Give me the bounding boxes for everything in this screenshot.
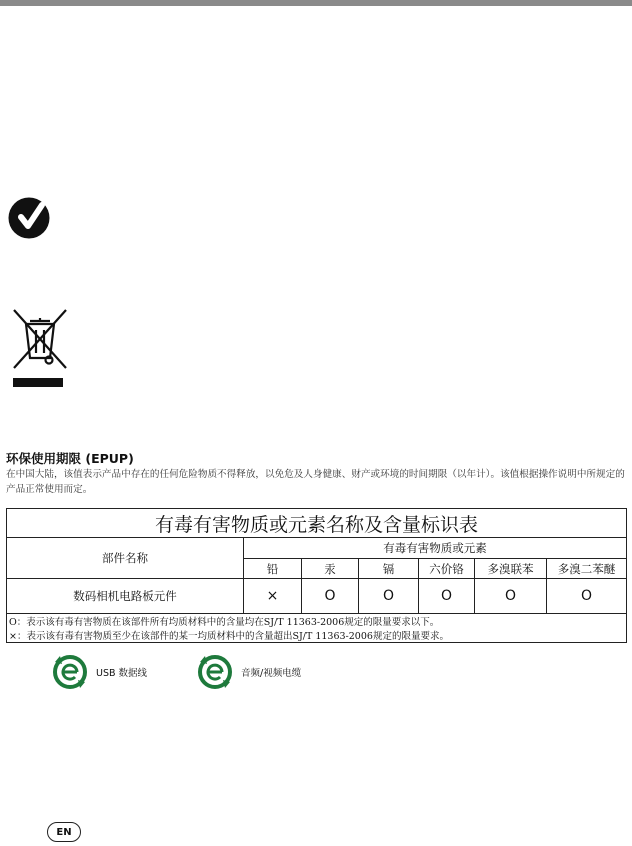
weee-crossed-bin-icon xyxy=(10,306,70,390)
c-tick-mark-icon xyxy=(8,197,50,239)
substance-mark: O xyxy=(302,579,359,614)
recycle-label-usb-cable xyxy=(50,652,147,692)
substance-header: 镉 xyxy=(359,559,419,579)
substance-mark: × xyxy=(244,579,302,614)
recycle-label-av-cable xyxy=(195,652,301,692)
substance-mark: O xyxy=(419,579,475,614)
part-name-header: 部件名称 xyxy=(7,538,244,579)
substance-header: 多溴联苯 xyxy=(475,559,547,579)
table-title: 有毒有害物质或元素名称及含量标识表 xyxy=(7,509,627,538)
recycling-e-icon xyxy=(50,652,90,692)
substance-group-header: 有毒有害物质或元素 xyxy=(244,538,627,559)
recycling-e-icon xyxy=(195,652,235,692)
substance-header: 多溴二苯醚 xyxy=(547,559,627,579)
substance-mark: O xyxy=(547,579,627,614)
substance-header: 六价铬 xyxy=(419,559,475,579)
epup-description: 在中国大陆，该值表示产品中存在的任何危险物质不得释放，以免危及人身健康、财产或环境的时间期限（以年计）。该值根据操作说明中所规定的产品正常使用而定。 xyxy=(6,469,625,495)
hazardous-substance-table xyxy=(6,508,627,643)
substance-header: 汞 xyxy=(302,559,359,579)
substance-header: 铅 xyxy=(244,559,302,579)
recycle-label: 音频/视频电缆 xyxy=(241,668,302,679)
part-name-cell: 数码相机电路板元件 xyxy=(7,579,244,614)
table-row xyxy=(7,579,627,614)
language-badge: EN xyxy=(47,822,81,842)
note-x: ×：表示该有毒有害物质至少在该部件的某一均质材料中的含量超出SJ/T 11363-2006规定的限量要求。 xyxy=(7,628,627,643)
substance-mark: O xyxy=(359,579,419,614)
substance-mark: O xyxy=(475,579,547,614)
note-o: O：表示该有毒有害物质在该部件所有均质材料中的含量均在SJ/T 11363-2006规定的限量要求以下。 xyxy=(7,614,627,629)
epup-title: 环保使用期限 (EPUP) xyxy=(6,451,134,466)
top-rule xyxy=(0,0,632,6)
recycle-label: USB 数据线 xyxy=(96,668,148,679)
